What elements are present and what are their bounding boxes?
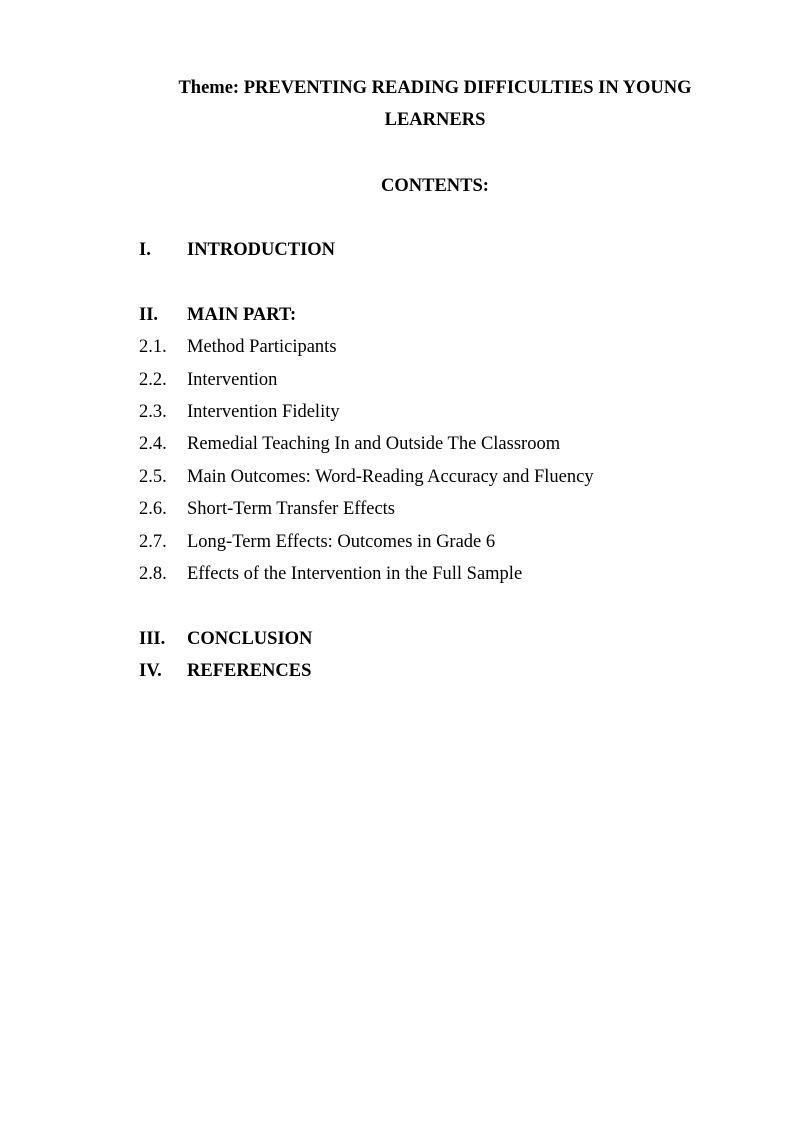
toc-item-2-6 bbox=[139, 496, 395, 522]
toc-item-2-7 bbox=[139, 529, 495, 555]
toc-number: 2.6. bbox=[139, 499, 167, 519]
toc-text: Effects of the Intervention in the Full Sample bbox=[187, 564, 523, 584]
contents-heading: CONTENTS: bbox=[381, 176, 489, 196]
toc-item-2-1 bbox=[139, 334, 337, 360]
toc-item-introduction bbox=[139, 237, 335, 263]
toc-number: IV. bbox=[139, 661, 162, 681]
toc-item-references bbox=[139, 658, 311, 684]
toc-item-2-3 bbox=[139, 399, 340, 425]
toc-item-2-5 bbox=[139, 464, 594, 490]
toc-text: REFERENCES bbox=[187, 661, 312, 681]
toc-item-2-4 bbox=[139, 431, 560, 457]
toc-number: 2.2. bbox=[139, 370, 167, 390]
toc-text: Main Outcomes: Word-Reading Accuracy and Fluency bbox=[187, 467, 594, 487]
toc-text: MAIN PART: bbox=[187, 305, 297, 325]
document-title: Theme: PREVENTING READING DIFFICULTIES IN YOUNG LEARNERS bbox=[178, 78, 692, 130]
toc-number: II. bbox=[139, 305, 159, 325]
toc-text: INTRODUCTION bbox=[187, 240, 336, 260]
toc-number: 2.8. bbox=[139, 564, 167, 584]
toc-text: Remedial Teaching In and Outside The Classroom bbox=[187, 434, 561, 454]
toc-item-conclusion bbox=[139, 626, 312, 652]
toc-text: Intervention Fidelity bbox=[187, 402, 340, 422]
toc-number: 2.1. bbox=[139, 337, 167, 357]
toc-number: 2.3. bbox=[139, 402, 167, 422]
toc-item-2-8 bbox=[139, 561, 522, 587]
toc-number: 2.7. bbox=[139, 532, 167, 552]
toc-text: Method Participants bbox=[187, 337, 337, 357]
toc-number: 2.4. bbox=[139, 434, 167, 454]
toc-item-2-2 bbox=[139, 367, 277, 393]
toc-number: 2.5. bbox=[139, 467, 167, 487]
toc-text: Long-Term Effects: Outcomes in Grade 6 bbox=[187, 532, 496, 552]
toc-text: Short-Term Transfer Effects bbox=[187, 499, 395, 519]
toc-text: CONCLUSION bbox=[187, 629, 313, 649]
toc-text: Intervention bbox=[187, 370, 278, 390]
toc-number: III. bbox=[139, 629, 166, 649]
toc-number: I. bbox=[139, 240, 151, 260]
toc-item-main-part bbox=[139, 302, 296, 328]
